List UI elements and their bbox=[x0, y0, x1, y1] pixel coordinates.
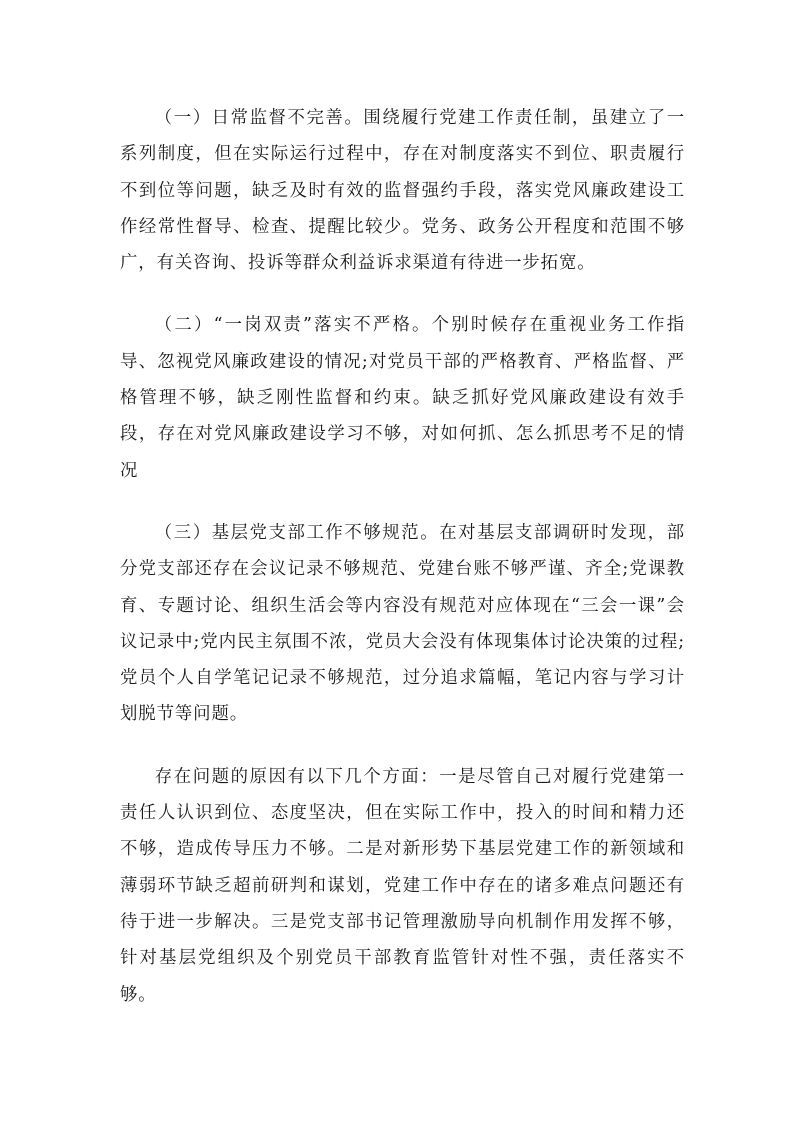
paragraph-dual-responsibility: （二）“一岗双责”落实不严格。个别时候存在重视业务工作指导、忽视党风廉政建设的情况;对党员干部的严格教育、严格监督、严格管理不够，缺乏刚性监督和约束。缺乏抓好党风廉政建设有效手段，存在对党风廉政建设学习不够，对如何抓、怎么抓思考不足的情况 bbox=[120, 315, 685, 481]
paragraph-branch-work: （三）基层党支部工作不够规范。在对基层支部调研时发现，部分党支部还存在会议记录不够规范、党建台账不够严谨、齐全;党课教育、专题讨论、组织生活会等内容没有规范对应体现在“三会一课”会议记录中;党内民主氛围不浓，党员大会没有体现集体讨论决策的过程;党员个人自学笔记记录不够规范，过分追求篇幅，笔记内容与学习计划脱节等问题。 bbox=[120, 522, 685, 725]
paragraph-daily-supervision: （一）日常监督不完善。围绕履行党建工作责任制，虽建立了一系列制度，但在实际运行过程中，存在对制度落实不到位、职责履行不到位等问题，缺乏及时有效的监督强约手段，落实党风廉政建设工作经常性督导、检查、提醒比较少。党务、政务公开程度和范围不够广，有关咨询、投诉等群众利益诉求渠道有待进一步拓宽。 bbox=[120, 108, 685, 274]
paragraph-causes: 存在问题的原因有以下几个方面：一是尽管自己对履行党建第一责任人认识到位、态度坚决，但在实际工作中，投入的时间和精力还不够，造成传导压力不够。二是对新形势下基层党建工作的新领域和薄弱环节缺乏超前研判和谋划，党建工作中存在的诸多难点问题还有待于进一步解决。三是党支部书记管理激励导向机制作用发挥不够，针对基层党组织及个别党员干部教育监管针对性不强，责任落实不够。 bbox=[120, 766, 685, 1005]
document-body bbox=[120, 100, 685, 1013]
